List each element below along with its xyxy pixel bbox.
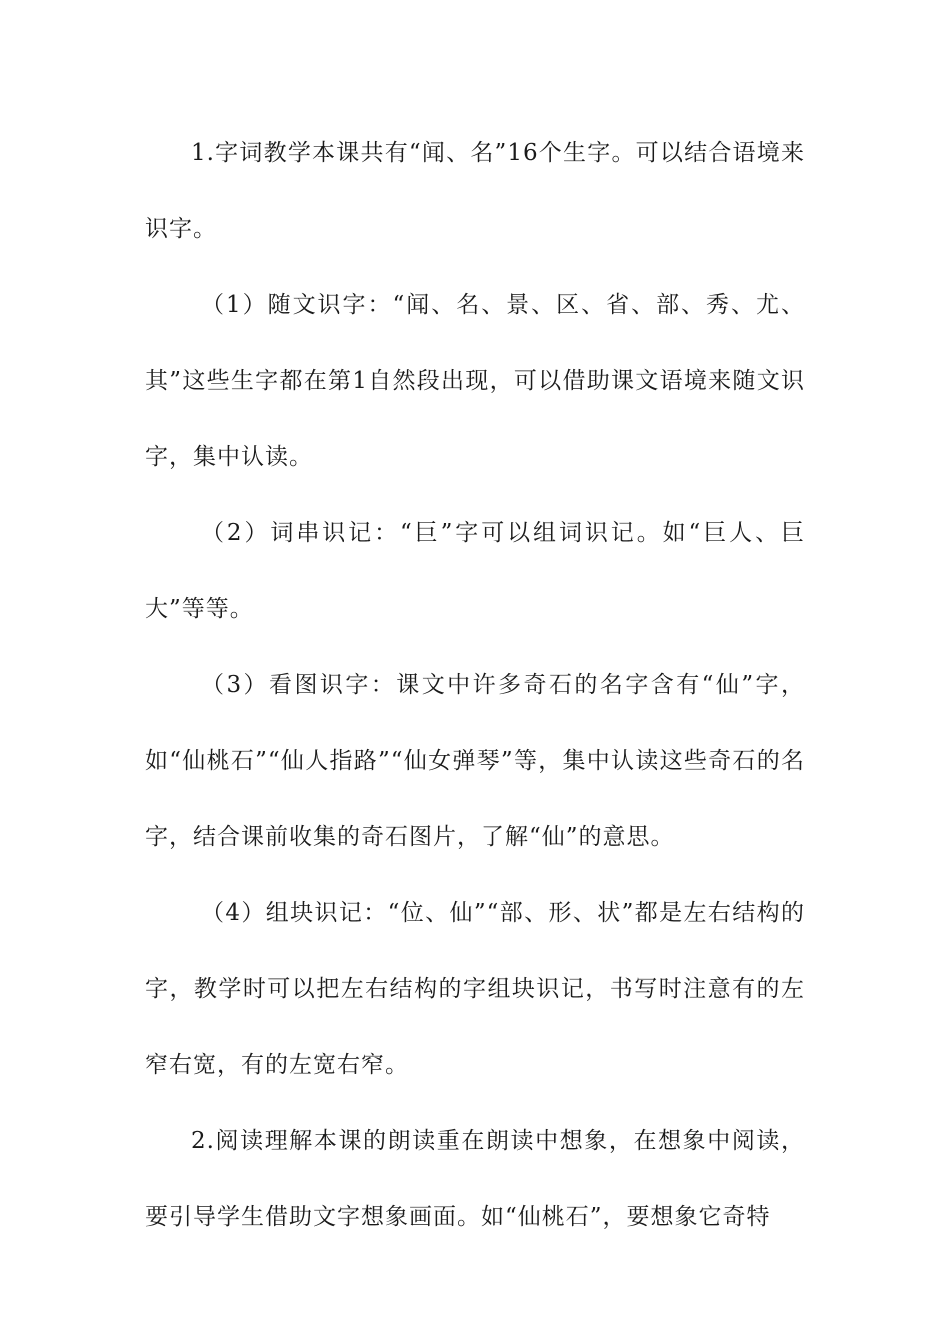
paragraph-context-literacy: （1）随文识字：“闻、名、景、区、省、部、秀、尤、其”这些生字都在第1自然段出现，可以借助课文语境来随文识字，集中认读。 bbox=[145, 292, 805, 470]
paragraph-block-memory: （4）组块识记：“位、仙”“部、形、状”都是左右结构的字，教学时可以把左右结构的字组块识记，书写时注意有的左窄右宽，有的左宽右窄。 bbox=[145, 900, 805, 1078]
paragraph-picture-literacy: （3）看图识字：课文中许多奇石的名字含有“仙”字，如“仙桃石”“仙人指路”“仙女弹琴”等，集中认读这些奇石的名字，结合课前收集的奇石图片，了解“仙”的意思。 bbox=[145, 672, 805, 850]
paragraph-reading-comprehension: 2.阅读理解本课的朗读重在朗读中想象，在想象中阅读，要引导学生借助文字想象画面。如“仙桃石”，要想象它奇特 bbox=[145, 1128, 805, 1230]
paragraph-word-teaching: 1.字词教学本课共有“闻、名”16个生字。可以结合语境来识字。 bbox=[145, 140, 805, 242]
paragraph-word-string: （2）词串识记：“巨”字可以组词识记。如“巨人、巨大”等等。 bbox=[145, 520, 805, 622]
